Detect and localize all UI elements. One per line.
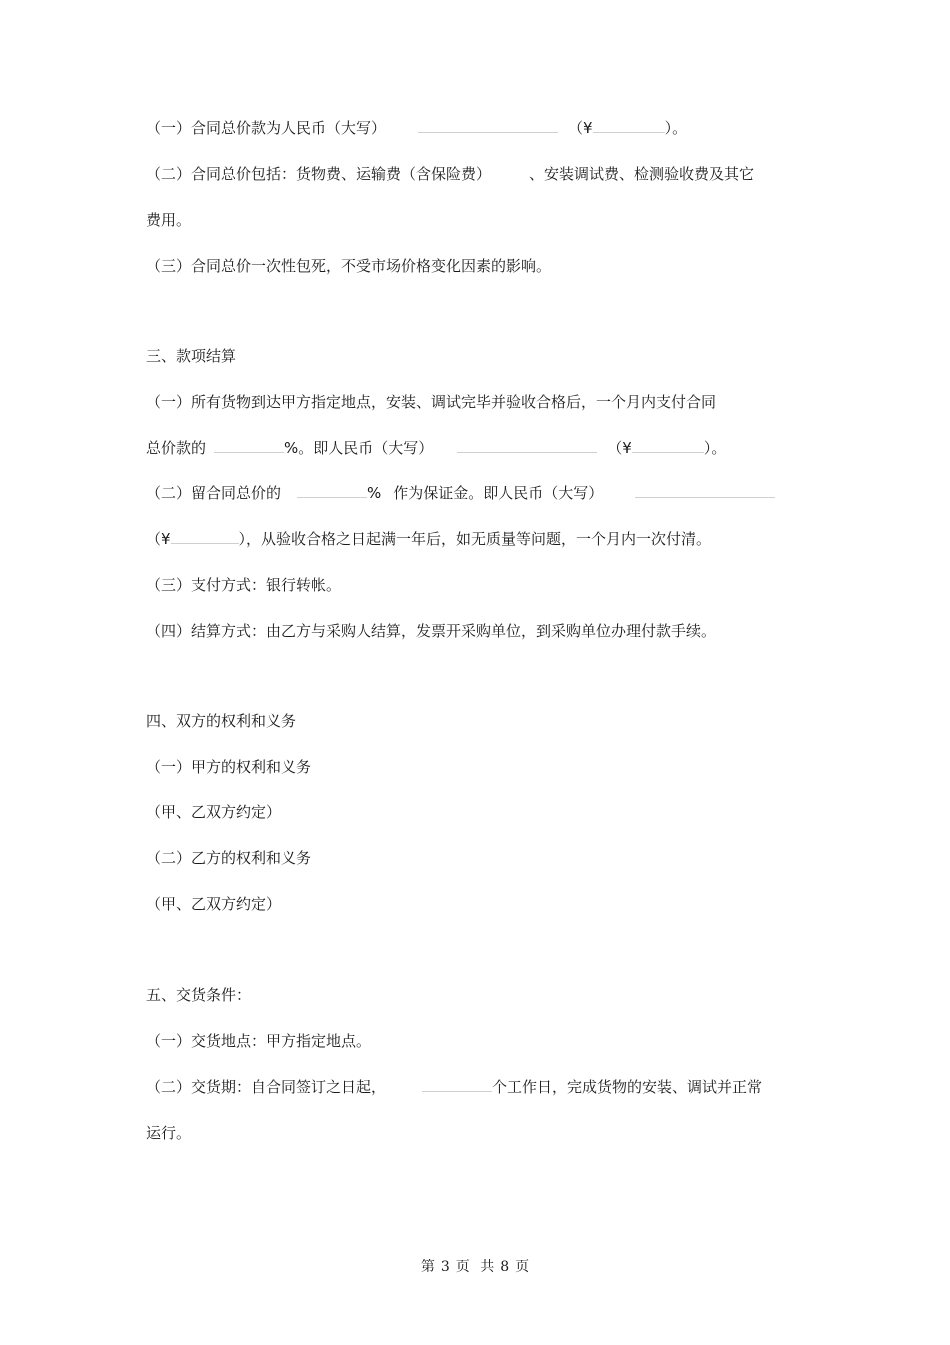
price-includes-line: （二）合同总价包括：货物费、运输费（含保险费） 、安装调试费、检测验收费及其它 <box>146 165 755 183</box>
body-text: （三）合同总价一次性包死，不受市场价格变化因素的影响。 <box>146 257 552 275</box>
amount-words-blank[interactable] <box>418 118 558 133</box>
section-heading: 三、款项结算 <box>146 347 237 365</box>
percent-blank[interactable] <box>214 438 284 453</box>
page-footer: 第 3 页 共 8 页 <box>420 1259 530 1275</box>
deposit-percent-blank[interactable] <box>297 483 367 498</box>
body-text: （甲、乙双方约定） <box>146 895 282 913</box>
amount-figure-blank[interactable] <box>632 438 704 453</box>
page-total: 8 <box>500 1259 510 1275</box>
body-text: 运行。 <box>146 1124 192 1142</box>
total-price-line: （一）合同总价款为人民币（大写） （¥ ）。 <box>146 119 688 137</box>
workdays-blank[interactable] <box>422 1077 492 1092</box>
deposit-words-blank[interactable] <box>635 483 775 498</box>
body-text: （甲、乙双方约定） <box>146 803 282 821</box>
body-text: 费用。 <box>146 211 192 229</box>
body-text: （一）所有货物到达甲方指定地点，安装、调试完毕并验收合格后，一个月内支付合同 <box>146 393 717 411</box>
body-text: （二）乙方的权利和义务 <box>146 849 312 867</box>
section-heading: 五、交货条件： <box>146 986 252 1004</box>
body-text: （四）结算方式：由乙方与采购人结算，发票开采购单位，到采购单位办理付款手续。 <box>146 622 717 640</box>
deposit-refund-line: （¥ ），从验收合格之日起满一年后，如无质量等问题，一个月内一次付清。 <box>146 530 712 548</box>
deposit-figure-blank[interactable] <box>171 529 239 544</box>
body-text: （三）支付方式：银行转帐。 <box>146 576 342 594</box>
section-heading: 四、双方的权利和义务 <box>146 712 297 730</box>
amount-words-blank[interactable] <box>457 438 597 453</box>
body-text: （一）交货地点：甲方指定地点。 <box>146 1032 372 1050</box>
deposit-line: （二）留合同总价的 % 作为保证金。即人民币（大写） <box>146 483 775 503</box>
delivery-period-line: （二）交货期：自合同签订之日起， 个工作日，完成货物的安装、调试并正常 <box>146 1078 763 1096</box>
body-text: （一）甲方的权利和义务 <box>146 758 312 776</box>
page-number: 3 <box>440 1259 450 1275</box>
payment-percent-line: 总价款的 %。即人民币（大写） （¥ ）。 <box>146 439 727 457</box>
amount-figure-blank[interactable] <box>593 118 665 133</box>
